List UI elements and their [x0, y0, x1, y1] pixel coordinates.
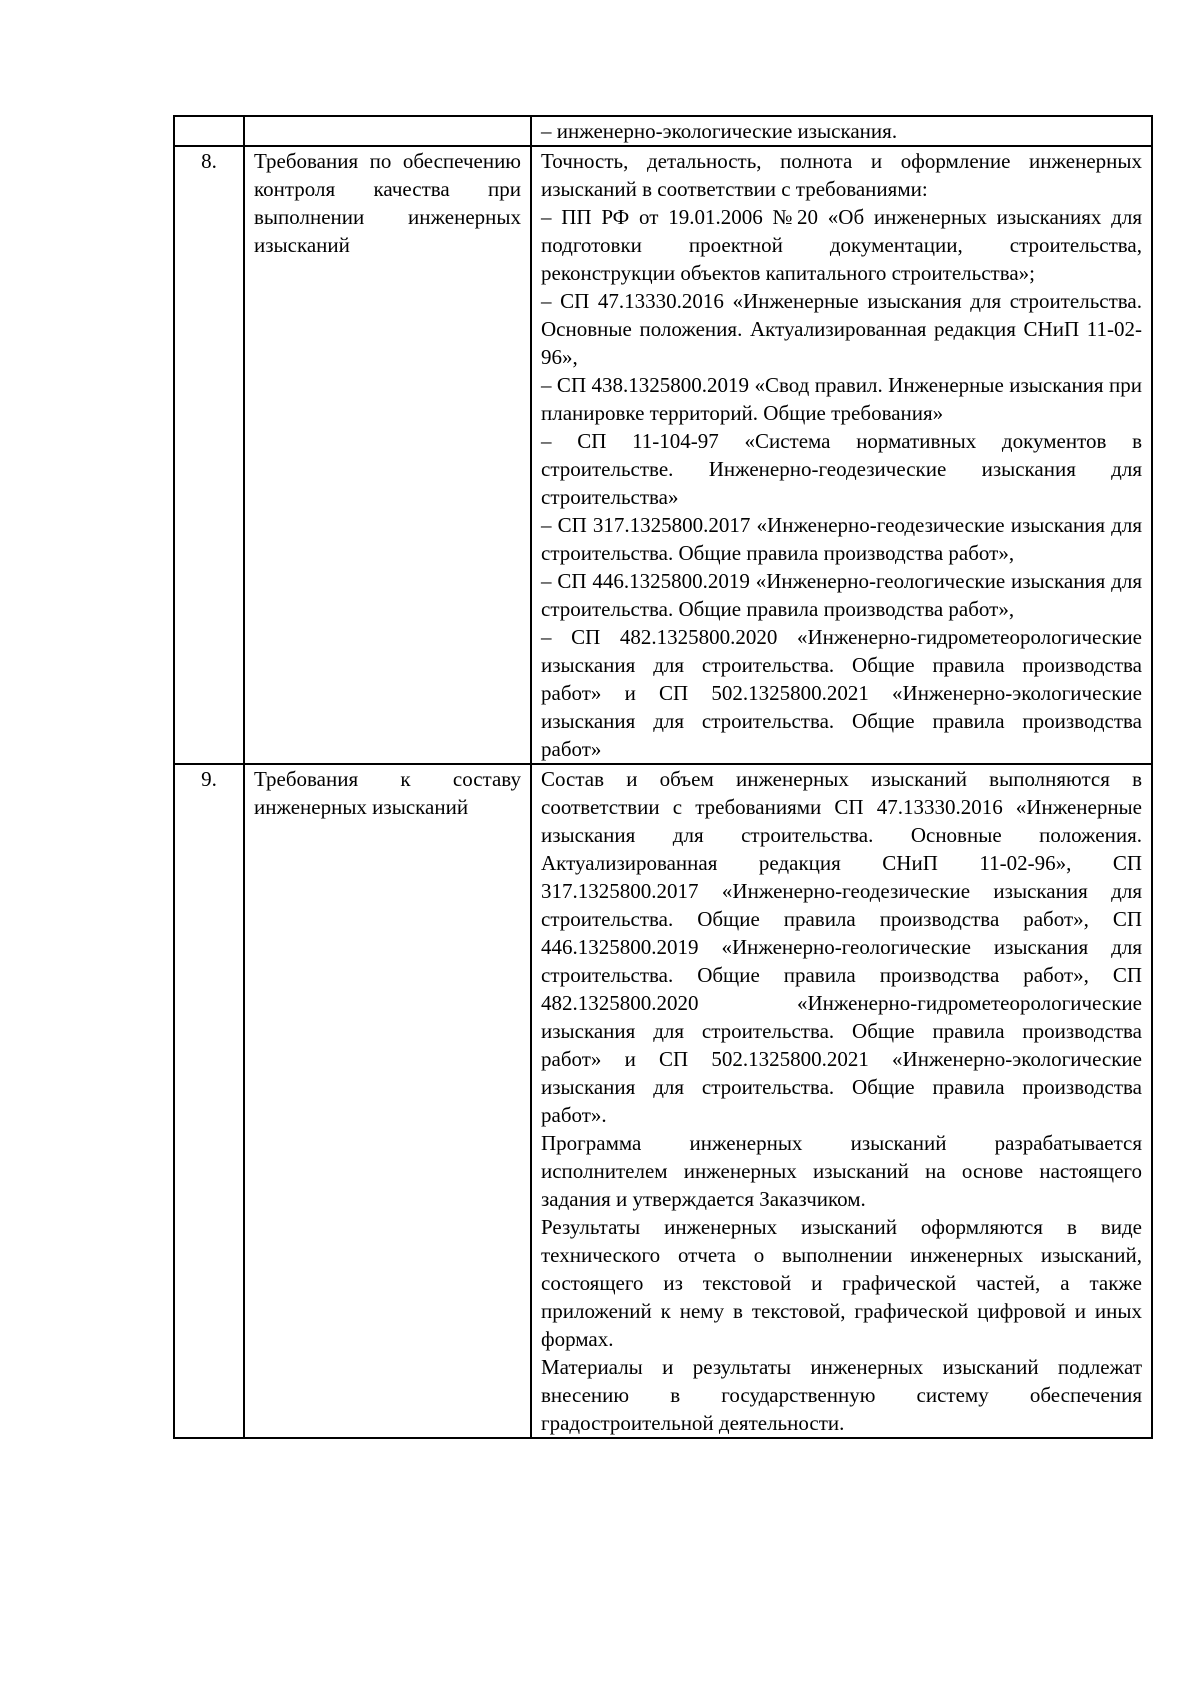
- row-content-cell: [531, 764, 1152, 1438]
- content-paragraph: Программа инженерных изысканий разрабатывается исполнителем инженерных изысканий на основе настоящего задания и утверждается Заказчиком.: [541, 1131, 1142, 1211]
- content-paragraph: – СП 438.1325800.2019 «Свод правил. Инженерные изыскания при планировке территорий. Общие требования»: [541, 373, 1142, 425]
- row-title: Требования по обеспечению контроля качества при выполнении инженерных изысканий: [254, 149, 521, 257]
- content-paragraph: Результаты инженерных изысканий оформляются в виде технического отчета о выполнении инженерных изысканий, состоящего из текстовой и графической частей, а также приложений к нему в текстовой, графической цифровой и иных формах.: [541, 1215, 1142, 1351]
- row-title-cell: [244, 764, 531, 1438]
- row-number-cell: [174, 116, 244, 146]
- table-row: [174, 146, 1152, 764]
- content-paragraph: – СП 11-104-97 «Система нормативных документов в строительстве. Инженерно-геодезические изыскания для строительства»: [541, 429, 1142, 509]
- table-row: [174, 116, 1152, 146]
- requirements-table: [173, 115, 1153, 1439]
- row-title-cell: [244, 116, 531, 146]
- content-paragraph: Материалы и результаты инженерных изысканий подлежат внесению в государственную систему обеспечения градостроительной деятельности.: [541, 1355, 1142, 1435]
- content-paragraph: – инженерно-экологические изыскания.: [541, 119, 898, 143]
- content-paragraph: – СП 47.13330.2016 «Инженерные изыскания для строительства. Основные положения. Актуализированная редакция СНиП 11-02-96»,: [541, 289, 1142, 369]
- content-paragraph: – СП 482.1325800.2020 «Инженерно-гидрометеорологические изыскания для строительства. Общие правила производства работ» и СП 502.1325800.2021 «Инженерно-экологические изыскания для строительства. Общие правила производства работ»: [541, 625, 1142, 761]
- content-paragraph: – ПП РФ от 19.01.2006 №20 «Об инженерных изысканиях для подготовки проектной документации, строительства, реконструкции объектов капитального строительства»;: [541, 205, 1142, 285]
- content-paragraph: – СП 446.1325800.2019 «Инженерно-геологические изыскания для строительства. Общие правила производства работ»,: [541, 569, 1142, 621]
- content-paragraph: Состав и объем инженерных изысканий выполняются в соответствии с требованиями СП 47.13330.2016 «Инженерные изыскания для строительства. Основные положения. Актуализированная редакция СНиП 11-02-96», СП 317.1325800.2017 «Инженерно-геодезические изыскания для строительства. Общие правила производства работ», СП 446.1325800.2019 «Инженерно-геологические изыскания для строительства. Общие правила производства работ», СП 482.1325800.2020 «Инженерно-гидрометеорологические изыскания для строительства. Общие правила производства работ» и СП 502.1325800.2021 «Инженерно-экологические изыскания для строительства. Общие правила производства работ».: [541, 767, 1142, 1127]
- row-number: 9.: [201, 767, 217, 791]
- content-paragraph: Точность, детальность, полнота и оформление инженерных изысканий в соответствии с требованиями:: [541, 149, 1142, 201]
- row-number: 8.: [201, 149, 217, 173]
- row-content-cell: [531, 146, 1152, 764]
- row-title: Требования к составу инженерных изысканий: [254, 767, 521, 819]
- row-number-cell: [174, 764, 244, 1438]
- row-number-cell: [174, 146, 244, 764]
- row-content-cell: [531, 116, 1152, 146]
- content-paragraph: – СП 317.1325800.2017 «Инженерно-геодезические изыскания для строительства. Общие правила производства работ»,: [541, 513, 1142, 565]
- table-row: [174, 764, 1152, 1438]
- row-title-cell: [244, 146, 531, 764]
